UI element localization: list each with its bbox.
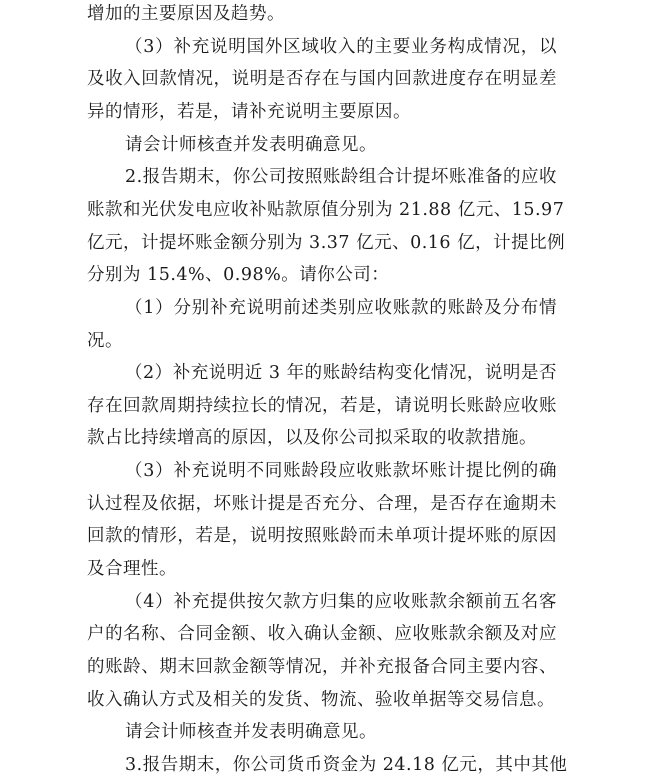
paragraph-line: 请会计师核查并发表明确意见。 [125,134,377,155]
paragraph-line: 请会计师核查并发表明确意见。 [125,722,377,743]
paragraph-line: 的账龄、期末回款金额等情况，并补充报备合同主要内容、 [87,657,557,678]
paragraph-line: 分别为 15.4%、0.98%。请你公司： [87,265,390,286]
paragraph-line: （4）补充提供按欠款方归集的应收账款余额前五名客 [125,591,557,612]
paragraph-line: 况。 [87,330,123,351]
paragraph-line: （1）分别补充说明前述类别应收账款的账龄及分布情 [125,297,557,318]
paragraph-line: 增加的主要原因及趋势。 [87,4,285,24]
paragraph-line: （3）补充说明不同账龄段应收账款坏账计提比例的确 [125,461,557,482]
paragraph-line: 账款和光伏发电应收补贴款原值分别为 21.88 亿元、15.97 [87,199,565,220]
paragraph-line: 及合理性。 [87,559,177,580]
paragraph-line: 款占比持续增高的原因，以及你公司拟采取的收款措施。 [87,428,537,449]
paragraph-line: 存在回款周期持续拉长的情况，若是，请说明长账龄应收账 [87,395,557,416]
paragraph-line: 亿元，计提坏账金额分别为 3.37 亿元、0.16 亿，计提比例 [87,232,566,253]
paragraph-line: 回款的情形，若是，说明按照账龄而未单项计提坏账的原因 [87,526,557,547]
paragraph-line: 及收入回款情况，说明是否存在与国内回款进度存在明显差 [87,69,557,90]
paragraph-line: 收入确认方式及相关的发货、物流、验收单据等交易信息。 [87,689,555,710]
paragraph-line: （2）补充说明近 3 年的账龄结构变化情况，说明是否 [125,363,557,384]
paragraph-line: 认过程及依据，坏账计提是否充分、合理，是否存在逾期未 [87,493,557,514]
paragraph-line: （3）补充说明国外区域收入的主要业务构成情况，以 [125,36,557,57]
paragraph-line: 异的情形，若是，请补充说明主要原因。 [87,101,411,122]
paragraph-line: 2.报告期末，你公司按照账龄组合计提坏账准备的应收 [125,167,557,188]
paragraph-line: 户的名称、合同金额、收入确认金额、应收账款余额及对应 [87,624,557,645]
paragraph-line: 3.报告期末，你公司货币资金为 24.18 亿元，其中其他 [125,755,568,775]
